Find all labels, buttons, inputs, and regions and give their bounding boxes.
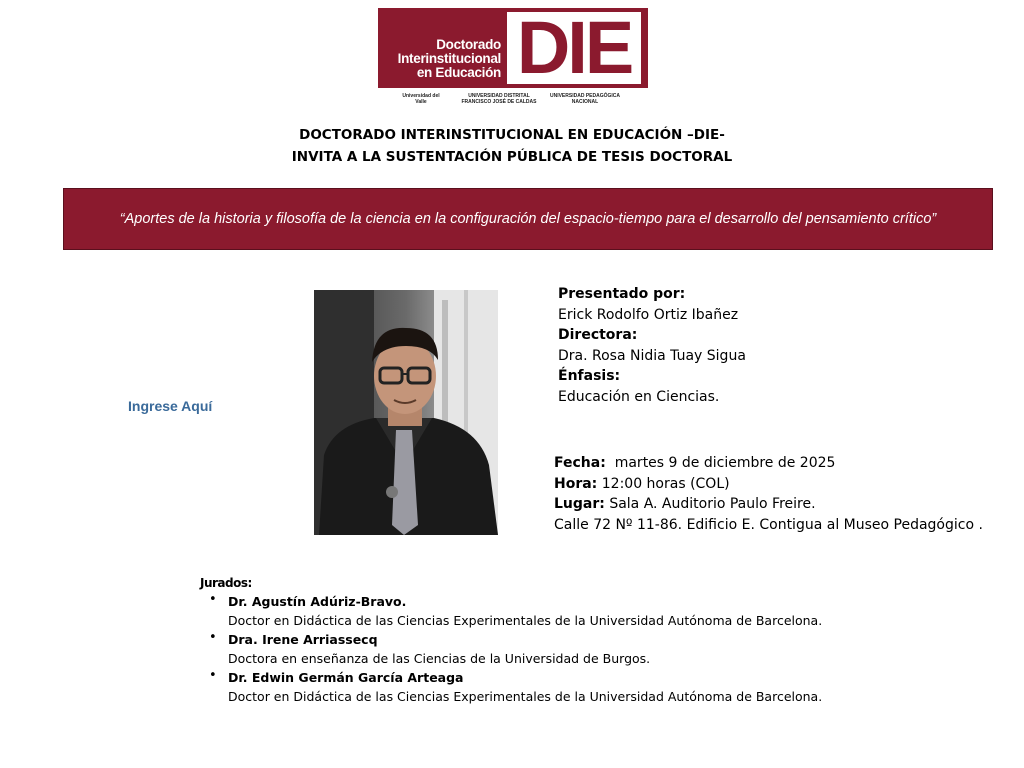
jury-member	[200, 630, 822, 668]
jury-section	[200, 576, 822, 706]
date-label: Fecha:	[554, 455, 606, 471]
presented-by-label: Presentado por:	[558, 286, 686, 302]
jury-member	[200, 668, 822, 706]
bullet-icon: •	[209, 630, 217, 645]
logo-program-line: en Educación	[416, 65, 501, 80]
thesis-title: “Aportes de la historia y filosofía de la ciencia en la configuración del espacio-tiempo para el desarrollo del pensamiento crítico”	[119, 211, 937, 227]
event-info	[554, 453, 983, 535]
logo-university-pedagogica: UNIVERSIDAD PEDAGÓGICA NACIONAL	[549, 93, 620, 105]
logo-program-name	[383, 38, 501, 80]
place-value: Sala A. Auditorio Paulo Freire.	[609, 496, 816, 512]
presenter-info	[558, 284, 746, 407]
event-place	[554, 494, 983, 515]
event-date	[554, 453, 983, 474]
bullet-icon: •	[209, 592, 217, 607]
thesis-title-banner	[63, 188, 993, 250]
presenter-photo	[314, 290, 498, 535]
invitation-heading-line1: DOCTORADO INTERINSTITUCIONAL EN EDUCACIÓN –DIE-	[299, 127, 725, 143]
emphasis-label: Énfasis:	[558, 368, 621, 384]
time-label: Hora:	[554, 475, 598, 492]
logo-acronym: DIE	[507, 12, 641, 84]
jury-member	[200, 592, 822, 630]
jury-member-description: Doctor en Didáctica de las Ciencias Experimentales de la Universidad Autónoma de Barcelona.	[228, 613, 823, 628]
event-time	[554, 474, 983, 495]
director-name: Dra. Rosa Nidia Tuay Sigua	[558, 347, 746, 364]
jury-member-description: Doctora en enseñanza de las Ciencias de la Universidad de Burgos.	[228, 651, 651, 666]
jury-member-name: Dra. Irene Arriassecq	[228, 632, 378, 647]
event-address: Calle 72 Nº 11-86. Edificio E. Contigua al Museo Pedagógico .	[554, 516, 983, 533]
logo-program-line: Interinstitucional	[397, 51, 501, 66]
logo-university-valle: Universidad del Valle	[402, 93, 440, 105]
logo-university-distrital: UNIVERSIDAD DISTRITAL FRANCISCO JOSÉ DE CALDAS	[461, 93, 537, 105]
place-label: Lugar:	[554, 496, 605, 512]
date-value: martes 9 de diciembre de 2025	[614, 455, 836, 471]
jury-member-description: Doctor en Didáctica de las Ciencias Experimentales de la Universidad Autónoma de Barcelona.	[228, 689, 823, 704]
presenter-name: Erick Rodolfo Ortiz Ibañez	[558, 306, 739, 323]
invitation-heading-line2: INVITA A LA SUSTENTACIÓN PÚBLICA DE TESIS DOCTORAL	[291, 149, 733, 165]
director-label: Directora:	[558, 327, 638, 343]
emphasis-value: Educación en Ciencias.	[558, 388, 720, 405]
jury-member-name: Dr. Edwin Germán García Arteaga	[228, 670, 464, 685]
die-logo	[375, 8, 653, 112]
jury-title: Jurados:	[200, 576, 252, 590]
ingrese-aqui-link[interactable]: Ingrese Aquí	[128, 398, 213, 414]
bullet-icon: •	[209, 668, 217, 683]
time-value: 12:00 horas (COL)	[601, 475, 730, 492]
jury-member-name: Dr. Agustín Adúriz-Bravo.	[228, 594, 407, 609]
logo-program-line: Doctorado	[436, 37, 501, 52]
presenter-photo-image	[314, 290, 498, 535]
